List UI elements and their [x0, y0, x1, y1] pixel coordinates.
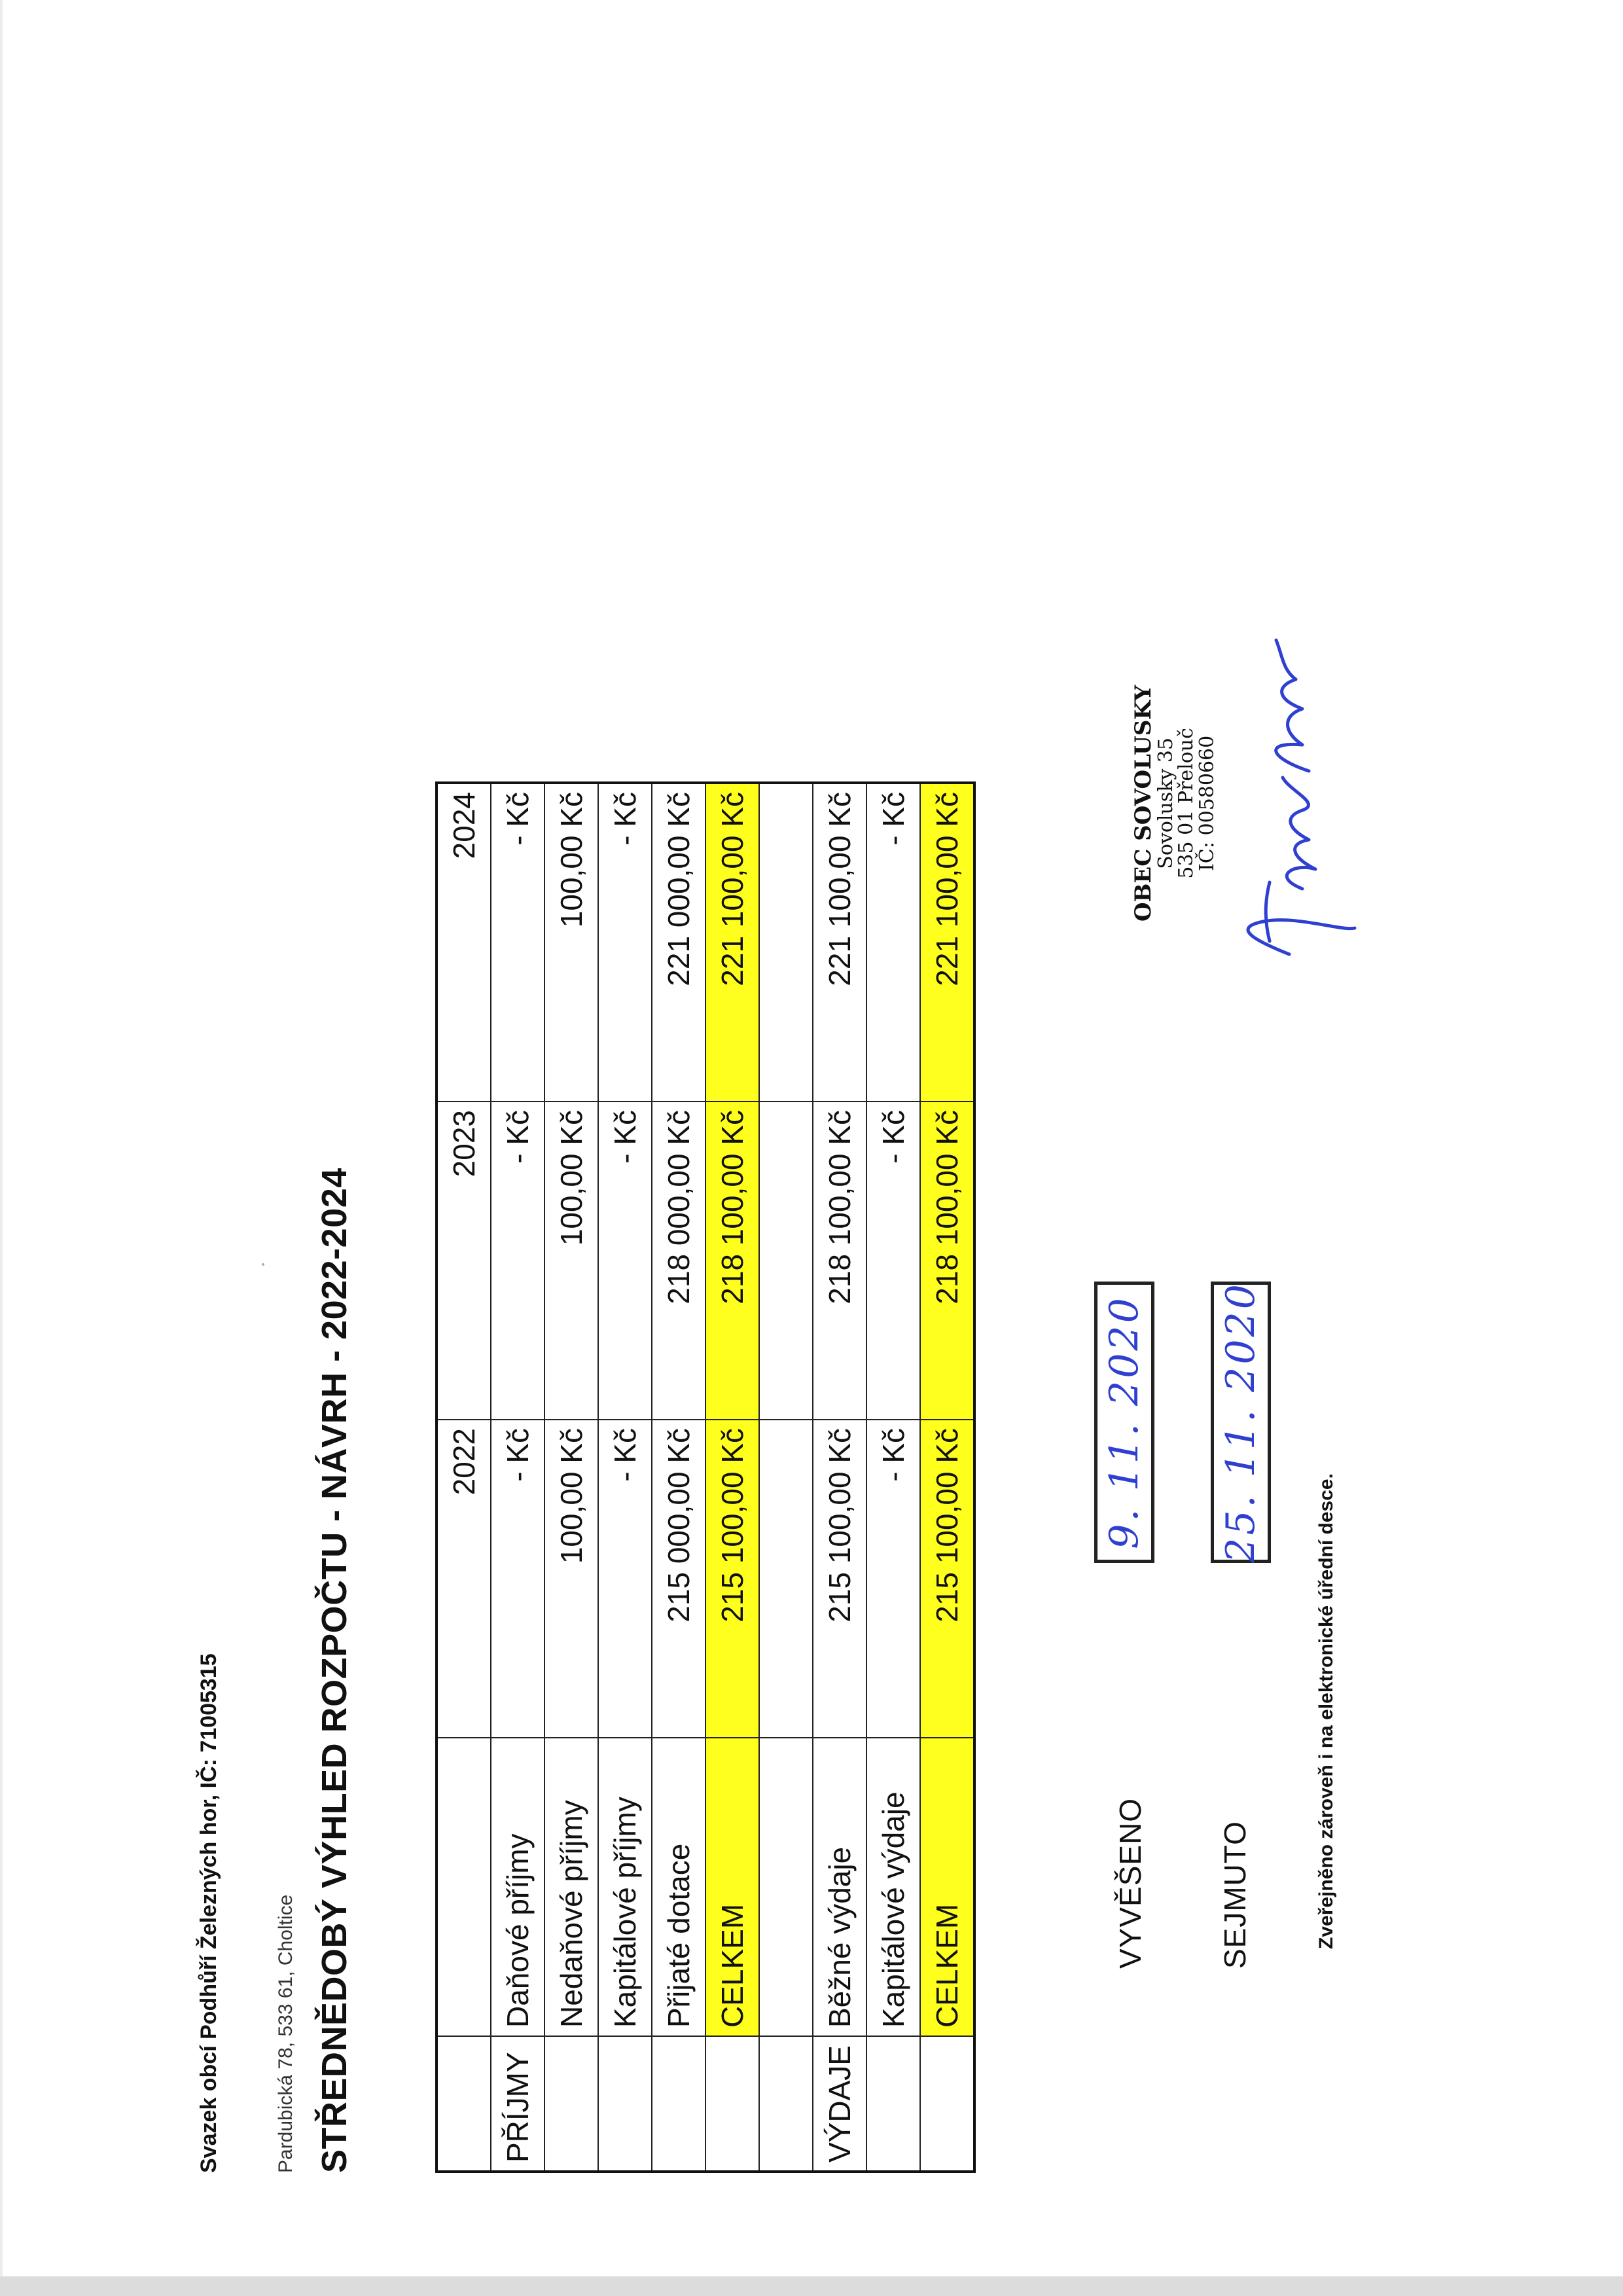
amount-cell: 215 000,00 Kč	[652, 1420, 705, 1738]
table-row	[813, 783, 866, 2172]
amount-cell: 218 000,00 Kč	[652, 1102, 705, 1420]
total-amount: 215 100,00 Kč	[705, 1420, 759, 1738]
table-row	[598, 783, 652, 2172]
amount-cell: - Kč	[491, 1102, 544, 1420]
posted-date-box	[1094, 1282, 1154, 1563]
document-title: STŘEDNĚDOBÝ VÝHLED ROZPOČTU - NÁVRH - 2022-2024	[315, 1168, 354, 2173]
posted-label: VYVĚŠENO	[1113, 1797, 1147, 1969]
posted-date: 9. 11. 2020	[1101, 1295, 1147, 1549]
removed-date: 25. 11. 2020	[1218, 1282, 1264, 1563]
expenses-total-row	[920, 783, 974, 2172]
amount-cell: - Kč	[598, 783, 652, 1102]
total-amount: 215 100,00 Kč	[920, 1420, 974, 1738]
total-amount: 221 100,00 Kč	[705, 783, 759, 1102]
amount-cell: 215 100,00 Kč	[813, 1420, 866, 1738]
amount-cell: 100,00 Kč	[544, 1420, 598, 1738]
total-amount: 218 100,00 Kč	[705, 1102, 759, 1420]
removed-date-box	[1211, 1282, 1271, 1563]
table-row	[652, 783, 705, 2172]
amount-cell: - Kč	[491, 783, 544, 1102]
amount-cell: 221 000,00 Kč	[652, 783, 705, 1102]
total-label: CELKEM	[920, 1738, 974, 2036]
stamp-id: IČ: 00580660	[1195, 735, 1219, 871]
budget-table	[435, 781, 976, 2173]
amount-cell: - Kč	[866, 1102, 920, 1420]
row-label: Nedaňové příjmy	[544, 1738, 598, 2036]
income-total-row	[705, 783, 759, 2172]
total-amount: 218 100,00 Kč	[920, 1102, 974, 1420]
row-label: Kapitálové příjmy	[598, 1738, 652, 2036]
scan-edge	[0, 2276, 1623, 2296]
table-row	[866, 783, 920, 2172]
total-amount: 221 100,00 Kč	[920, 783, 974, 1102]
total-label: CELKEM	[705, 1738, 759, 2036]
amount-cell: - Kč	[598, 1420, 652, 1738]
row-label: Daňové příjmy	[491, 1738, 544, 2036]
amount-cell: 100,00 Kč	[544, 1102, 598, 1420]
year-header: 2023	[437, 1102, 491, 1420]
year-header: 2022	[437, 1420, 491, 1738]
table-header-row	[437, 783, 491, 2172]
stamp-address: Sovolusky 35	[1154, 737, 1177, 869]
amount-cell: 221 100,00 Kč	[813, 783, 866, 1102]
category-label: PŘÍJMY	[491, 2036, 544, 2172]
stamp-name: OBEC SOVOLUSKY	[1130, 685, 1156, 922]
row-label: Přijaté dotace	[652, 1738, 705, 2036]
amount-cell: 100,00 Kč	[544, 783, 598, 1102]
spacer-row	[759, 783, 813, 2172]
amount-cell: - Kč	[598, 1102, 652, 1420]
signature-icon	[1191, 627, 1387, 967]
organization-header: Svazek obcí Podhůří Železných hor, IČ: 71005315	[196, 1653, 221, 2173]
amount-cell: - Kč	[866, 1420, 920, 1738]
row-label: Kapitálové výdaje	[866, 1738, 920, 2036]
year-header: 2024	[437, 783, 491, 1102]
header-empty-cell	[437, 2036, 491, 2172]
category-label: VÝDAJE	[813, 2036, 866, 2172]
header-empty-cell	[437, 1738, 491, 2036]
amount-cell: 218 100,00 Kč	[813, 1102, 866, 1420]
organization-address: Pardubická 78, 533 61, Choltice	[275, 1894, 296, 2173]
publication-note: Zveřejněno zároveň i na elektronické úřední desce.	[1315, 1473, 1337, 1949]
stamp-postcode: 535 01 Přelouč	[1175, 728, 1198, 879]
amount-cell: - Kč	[866, 783, 920, 1102]
row-label: Běžné výdaje	[813, 1738, 866, 2036]
removed-label: SEJMUTO	[1218, 1821, 1252, 1969]
table-row	[491, 783, 544, 2172]
amount-cell: - Kč	[491, 1420, 544, 1738]
table-row	[544, 783, 598, 2172]
